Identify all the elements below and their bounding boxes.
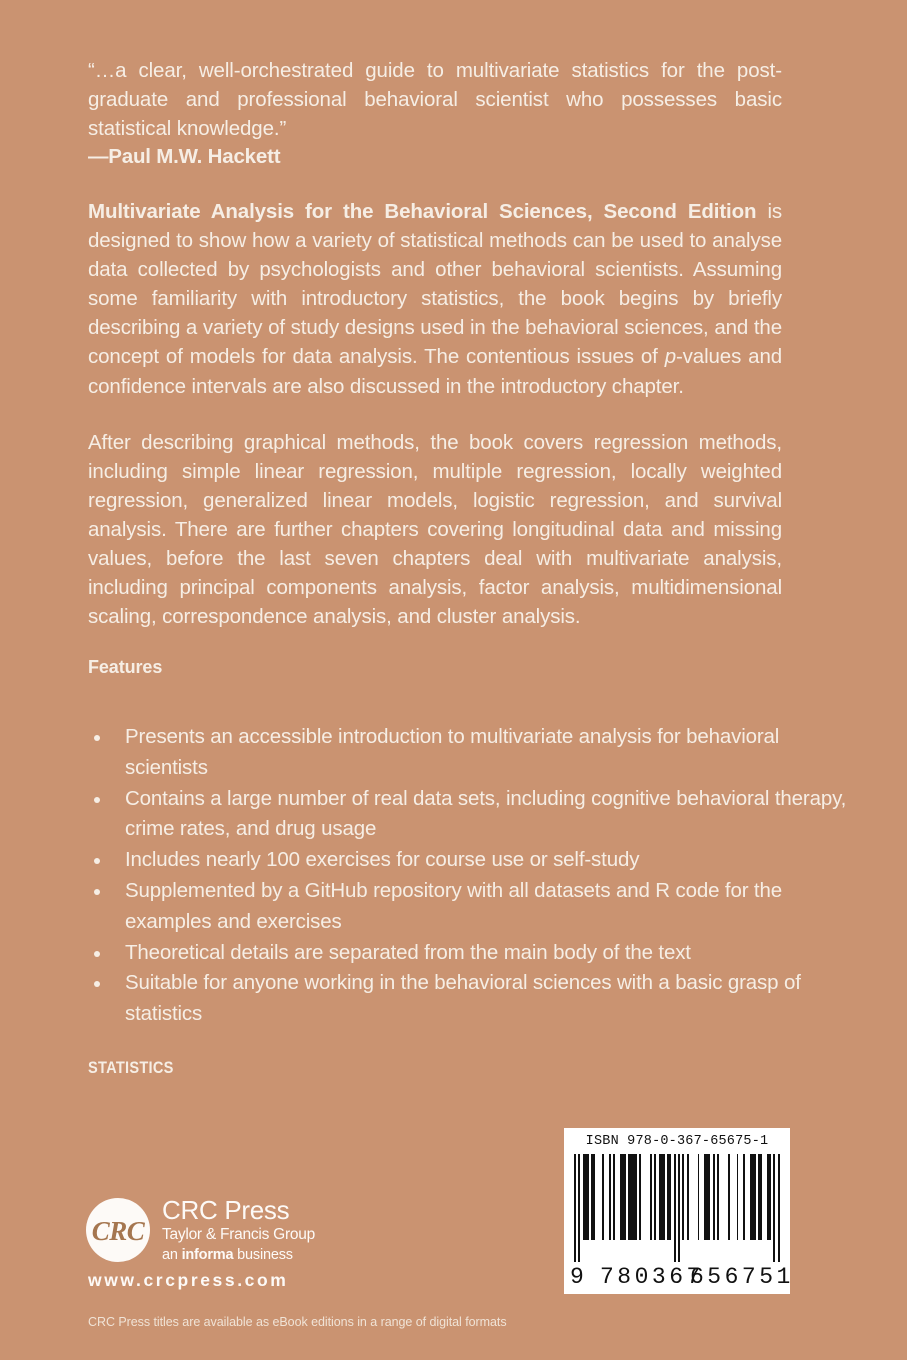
feature-item: Theoretical details are separated from the main body of the text (88, 938, 848, 969)
review-quote-line-2: graduate and professional behavioral scientist who possesses basic (88, 88, 782, 111)
publisher-group: Taylor & Francis Group (162, 1226, 315, 1243)
review-quote-line-1: “…a clear, well-orchestrated guide to multivariate statistics for the post- (88, 59, 782, 82)
review-attribution: —Paul M.W. Hackett (88, 145, 281, 168)
description-paragraph-1-part-1: is designed to show how a variety of statistical methods can be used to analyse data collected by psychologists and other behavioral scientists. Assuming some familiarity with introductory statistics, the book begins by briefly describing a variety of study designs used in the behavioral sciences, and the concept of models for data analysis. The contentious issues of (88, 200, 783, 369)
ebook-availability-note: CRC Press titles are available as eBook editions in a range of digital formats (88, 1315, 507, 1329)
features-list (88, 722, 848, 1030)
features-heading: Features (88, 657, 163, 678)
p-value-italic: p (664, 345, 676, 369)
ean-left-group: 780367 (600, 1264, 704, 1290)
ean-right-group: 656751 (690, 1264, 794, 1290)
feature-item: Presents an accessible introduction to multivariate analysis for behavioral scientists (88, 722, 848, 784)
feature-item: Supplemented by a GitHub repository with all datasets and R code for the examples and exercises (88, 876, 848, 938)
publisher-website-url[interactable]: www.crcpress.com (88, 1270, 289, 1290)
crc-monogram-text: CRC (91, 1215, 145, 1246)
business-prefix: an (162, 1247, 182, 1263)
feature-item: Suitable for anyone working in the behavioral sciences with a basic grasp of statistics (88, 968, 848, 1030)
isbn-barcode (564, 1128, 794, 1294)
ean-digits (564, 1264, 794, 1290)
description-paragraph-1 (88, 197, 782, 401)
review-quote-line-3: statistical knowledge.” (88, 117, 287, 140)
business-suffix: business (233, 1247, 293, 1263)
publisher-logo-block (86, 1196, 326, 1291)
ean-lead-digit: 9 (570, 1264, 584, 1290)
publisher-business-line (162, 1246, 315, 1265)
cover-text-column (88, 56, 782, 678)
feature-item: Includes nearly 100 exercises for course use or self-study (88, 845, 848, 876)
informa-brand: informa (181, 1247, 234, 1263)
review-quote (88, 56, 782, 143)
crc-roundel-icon (86, 1198, 150, 1262)
barcode-bars (574, 1154, 780, 1262)
isbn-number-label: ISBN 978-0-367-65675-1 (585, 1134, 769, 1149)
subject-category-label: STATISTICS (88, 1058, 174, 1077)
book-title: Multivariate Analysis for the Behavioral Sciences, Second Edition (88, 200, 757, 223)
description-paragraph-2: After describing graphical methods, the book covers regression methods, including simple linear regression, multiple regression, locally weighted regression, generalized linear models, logistic regression, and survival analysis. There are further chapters covering longitudinal data and missing values, before the last seven chapters deal with multivariate analysis, including principal components analysis, factor analysis, multidimensional scaling, correspondence analysis, and cluster analysis. (88, 430, 782, 629)
description-paragraph-1-part-2: -values and confidence intervals are also discussed in the introductory chapter. (88, 345, 783, 398)
publisher-name: CRC Press (162, 1195, 290, 1225)
feature-item: Contains a large number of real data sets, including cognitive behavioral therapy, crime rates, and drug usage (88, 784, 848, 846)
